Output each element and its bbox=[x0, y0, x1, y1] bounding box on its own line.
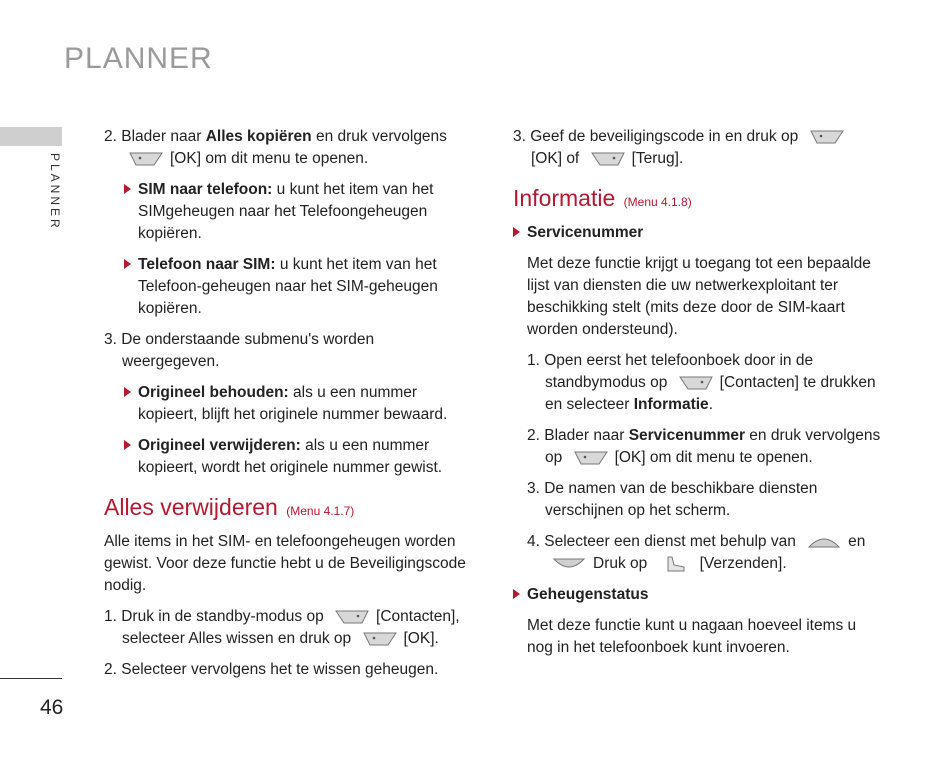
step-text: en bbox=[848, 533, 866, 550]
bullet-text: u kunt het item van het Telefoon-geheugen naar het SIM-geheugen kopiëren. bbox=[138, 256, 438, 317]
step-bold: Servicenummer bbox=[628, 427, 745, 444]
section-title-delete-all bbox=[104, 493, 474, 525]
step-text: [OK] om dit menu te openen. bbox=[170, 150, 369, 167]
bullet-triangle-icon bbox=[513, 589, 520, 599]
page-number: 46 bbox=[40, 696, 64, 719]
bullet-bold: Origineel verwijderen: bbox=[138, 437, 301, 454]
bullet-triangle-icon bbox=[124, 259, 131, 269]
left-column bbox=[104, 126, 474, 690]
step-text: [Terug]. bbox=[631, 150, 684, 167]
delete-step-1 bbox=[104, 606, 474, 650]
subheading-memory-status bbox=[513, 584, 885, 606]
bullet-sim-to-phone bbox=[124, 179, 474, 245]
section-title-information bbox=[513, 184, 885, 216]
step-text: en druk vervolgens bbox=[311, 128, 447, 145]
bullet-text: als u een nummer kopieert, wordt het originele nummer gewist. bbox=[138, 437, 443, 476]
send-key-icon bbox=[658, 555, 694, 573]
service-step-4 bbox=[527, 531, 885, 575]
step-text: 1. Druk in de standby-modus op bbox=[104, 608, 324, 625]
subheading-text: Servicenummer bbox=[527, 224, 644, 241]
bullet-bold: Origineel behouden: bbox=[138, 384, 289, 401]
step-3-submenus: 3. De onderstaande submenu's worden weergegeven. bbox=[104, 331, 375, 370]
step-text: [OK] of bbox=[531, 150, 580, 167]
memory-status-description: Met deze functie kunt u nagaan hoeveel items u nog in het telefoonboek kunt invoeren. bbox=[527, 617, 857, 656]
subheading-service-number bbox=[513, 222, 885, 244]
page-header-title: PLANNER bbox=[64, 42, 213, 75]
step-text: 1. Open eerst het telefoonboek door in de standbymodus op bbox=[527, 352, 814, 391]
step-text: [Verzenden]. bbox=[699, 555, 787, 572]
left-soft-key-icon bbox=[128, 150, 164, 168]
service-step-1 bbox=[527, 350, 885, 416]
step-text: [Contacten], bbox=[376, 608, 460, 625]
bullet-text: als u een nummer kopieert, blijft het originele nummer bewaard. bbox=[138, 384, 448, 423]
bullet-triangle-icon bbox=[124, 440, 131, 450]
bullet-bold: Telefoon naar SIM: bbox=[138, 256, 276, 273]
step-bold: Alles kopiëren bbox=[205, 128, 312, 145]
step-text: 2. Blader naar bbox=[104, 128, 206, 145]
step-text: Druk op bbox=[593, 555, 648, 572]
section-menu-ref: (Menu 4.1.8) bbox=[623, 195, 692, 209]
left-soft-key-icon bbox=[809, 128, 845, 146]
right-column bbox=[513, 126, 885, 668]
bullet-text: u kunt het item van het SIMgeheugen naar het Telefoongeheugen kopiëren. bbox=[138, 181, 434, 242]
service-step-3: 3. De namen van de beschikbare diensten verschijnen op het scherm. bbox=[527, 480, 818, 519]
step-bold: Informatie bbox=[633, 396, 709, 413]
delete-step-2: 2. Selecteer vervolgens het te wissen geheugen. bbox=[104, 661, 439, 678]
section-title-text: Informatie bbox=[513, 185, 616, 211]
left-soft-key-icon bbox=[573, 449, 609, 467]
right-soft-key-icon bbox=[334, 608, 370, 626]
bullet-triangle-icon bbox=[124, 184, 131, 194]
bullet-bold: SIM naar telefoon: bbox=[138, 181, 273, 198]
section-title-text: Alles verwijderen bbox=[104, 494, 278, 520]
step-text: 2. Blader naar bbox=[527, 427, 629, 444]
step-text: . bbox=[708, 396, 713, 413]
side-tab-marker bbox=[0, 127, 62, 146]
step-text: selecteer Alles wissen en druk op bbox=[122, 630, 352, 647]
right-soft-key-icon bbox=[678, 374, 714, 392]
bullet-triangle-icon bbox=[124, 387, 131, 397]
step-text: [OK]. bbox=[403, 630, 439, 647]
section-menu-ref: (Menu 4.1.7) bbox=[286, 504, 355, 518]
step-text: [OK] om dit menu te openen. bbox=[614, 449, 813, 466]
step-text: 4. Selecteer een dienst met behulp van bbox=[527, 533, 796, 550]
step-text: en druk vervolgens op bbox=[545, 427, 881, 466]
bullet-keep-original bbox=[124, 382, 474, 426]
up-nav-key-icon bbox=[806, 533, 842, 551]
step-2-copy-all bbox=[104, 126, 474, 170]
side-section-label: PLANNER bbox=[48, 153, 62, 231]
bullet-triangle-icon bbox=[513, 227, 520, 237]
delete-all-intro: Alle items in het SIM- en telefoongeheugen worden gewist. Voor deze functie hebt u de Beveiligingscode nodig. bbox=[104, 533, 466, 594]
bullet-phone-to-sim bbox=[124, 254, 474, 320]
left-soft-key-icon bbox=[362, 630, 398, 648]
side-divider bbox=[0, 678, 62, 679]
step-text: [Contacten] te drukken en selecteer bbox=[545, 374, 876, 413]
service-step-2 bbox=[527, 425, 885, 469]
bullet-delete-original bbox=[124, 435, 474, 479]
step-3-security-code bbox=[513, 126, 885, 170]
service-number-description: Met deze functie krijgt u toegang tot een bepaalde lijst van diensten die uw netwerkexploitant ter beschikking stelt (mits deze door de SIM-kaart worden ondersteund). bbox=[527, 255, 871, 338]
step-text: 3. Geef de beveiligingscode in en druk op bbox=[513, 128, 799, 145]
subheading-text: Geheugenstatus bbox=[527, 586, 649, 603]
right-soft-key-icon bbox=[590, 150, 626, 168]
down-nav-key-icon bbox=[551, 555, 587, 573]
